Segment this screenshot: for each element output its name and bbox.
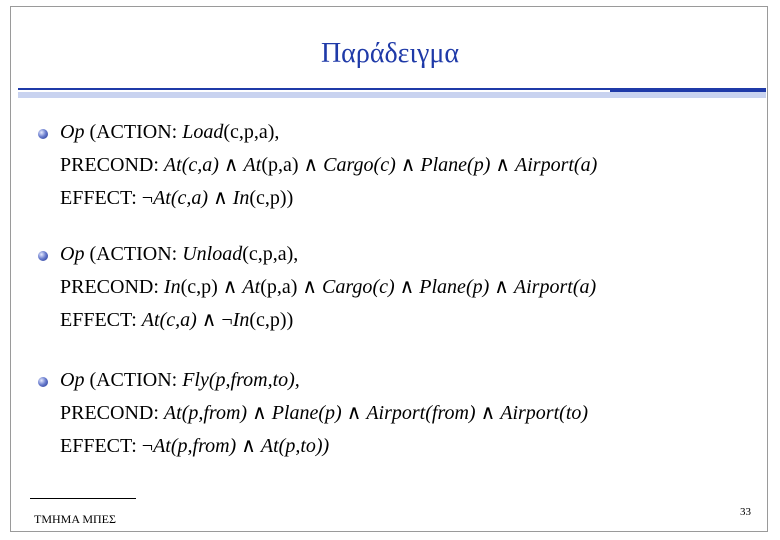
- effect-line: EFFECT: At(c,a) ∧ ¬In(c,p)): [60, 309, 294, 331]
- precond-line: PRECOND: At(c,a) ∧ At(p,a) ∧ Cargo(c) ∧ Plane(p) ∧ Airport(a): [60, 154, 598, 176]
- footer-department: ΤΜΗΜΑ ΜΠΕΣ: [34, 512, 116, 526]
- title-underline: [18, 88, 610, 90]
- precond-line: PRECOND: In(c,p) ∧ At(p,a) ∧ Cargo(c) ∧ Plane(p) ∧ Airport(a): [60, 276, 597, 298]
- page-number: 33: [740, 506, 751, 518]
- bullet-icon: [38, 251, 48, 261]
- bullet-icon: [38, 377, 48, 387]
- effect-line: EFFECT: ¬At(p,from) ∧ At(p,to)): [60, 435, 330, 457]
- slide-title: Παράδειγμα: [320, 38, 460, 69]
- action-line: Op (ACTION: Unload(c,p,a),: [60, 243, 299, 265]
- precond-line: PRECOND: At(p,from) ∧ Plane(p) ∧ Airport(from) ∧ Airport(to): [60, 402, 589, 424]
- footer-rule: [30, 498, 136, 499]
- bullet-icon: [38, 129, 48, 139]
- action-line: Op (ACTION: Load(c,p,a),: [60, 121, 280, 143]
- effect-line: EFFECT: ¬At(c,a) ∧ In(c,p)): [60, 187, 294, 209]
- action-line: Op (ACTION: Fly(p,from,to),: [60, 369, 300, 391]
- title-underline-shadow: [18, 92, 766, 98]
